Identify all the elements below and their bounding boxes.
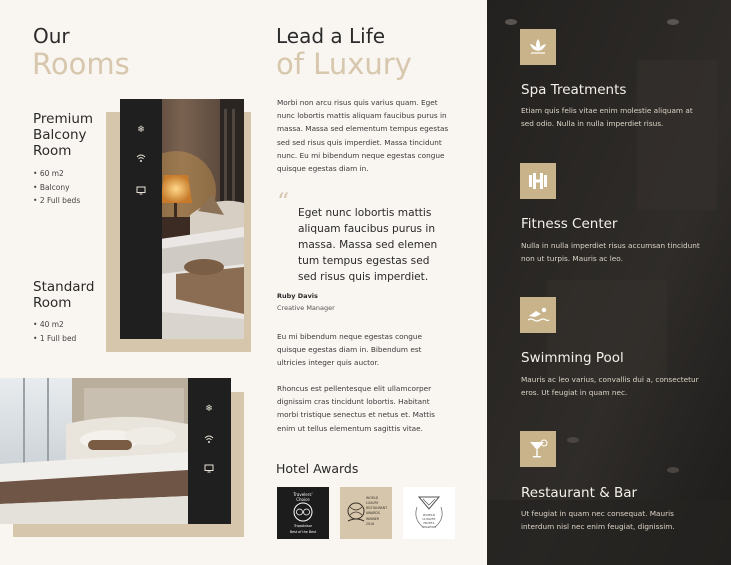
award-label-line: Best of the Best [289, 530, 317, 534]
snowflake-icon: ❄ [137, 125, 145, 135]
wifi-icon [188, 434, 230, 448]
award-badge-icon [277, 487, 329, 539]
amenity-description: Nulla in nulla imperdiet risus accumsan tincidunt non ut turpis. Mauris ac leo. [521, 241, 700, 264]
amenity-description: Etiam quis felis vitae enim molestie aliquam at sed odio. Nulla in nulla imperdiet risus. [521, 106, 693, 129]
award-label-line: HOTEL [423, 521, 435, 525]
laurel-award-icon [403, 487, 455, 539]
rooms-column [0, 0, 258, 565]
luxury-heading-line1: Lead a Life [276, 24, 386, 48]
amenity-title: Fitness Center [521, 216, 618, 232]
cocktail-icon [520, 431, 556, 467]
swimmer-icon [520, 297, 556, 333]
feature-item: • Balcony [33, 181, 80, 195]
globe-award-icon [340, 487, 392, 539]
standard-room-features [33, 318, 76, 345]
amenity-title: Restaurant & Bar [521, 485, 638, 501]
body-paragraph: Eu mi bibendum neque egestas congue quisque egestas diam in. Bibendum est ultricies integer quis auctor. [277, 332, 422, 368]
amenity-description: Mauris ac leo varius, convallis dui a, consectetur eros. Ut feugiat in quam nec. [521, 375, 699, 398]
award-label-line: Travelers' [293, 492, 313, 497]
award-label-line: AWARDS [366, 511, 380, 515]
feature-item: • 60 m2 [33, 167, 80, 181]
amenity-title: Swimming Pool [521, 350, 624, 366]
rooms-heading-line2: Rooms [32, 47, 130, 81]
world-luxury-award [340, 487, 392, 539]
quote-author-role: Creative Manager [277, 304, 335, 312]
testimonial-quote: Eget nunc lobortis mattis aliquam faucibus purus in massa. Massa sed elemen tum tempus egestas sed sed risus quis imperdiet. [298, 207, 438, 283]
award-label-line: RESTAURANT [366, 506, 388, 510]
award-label-line: WORLD [366, 496, 379, 500]
quote-author-name: Ruby Davis [277, 292, 318, 300]
world-luxury-hotel-award [403, 487, 455, 539]
travelers-choice-award [277, 487, 329, 539]
premium-room-amenity-strip [120, 99, 162, 339]
tv-icon [120, 185, 162, 199]
snowflake-icon: ❄ [205, 404, 213, 414]
fitness-icon-tile [520, 163, 556, 199]
amenity-description: Ut feugiat in quam nec consequat. Mauris interdum nisl nec enim feugiat, dignissim. [521, 509, 675, 532]
award-label-line: AWARDS [422, 525, 436, 529]
pool-icon-tile [520, 297, 556, 333]
lotus-icon [520, 29, 556, 65]
quote-mark-icon: “ [277, 188, 290, 216]
dumbbell-icon [520, 163, 556, 199]
luxury-heading-line2: of Luxury [276, 47, 412, 81]
standard-room-amenity-strip [188, 378, 231, 524]
amenity-title: Spa Treatments [521, 82, 627, 98]
award-label-line: Choice [296, 497, 310, 502]
feature-item: • 40 m2 [33, 318, 76, 332]
feature-item: • 1 Full bed [33, 332, 76, 346]
restaurant-icon-tile [520, 431, 556, 467]
spa-icon-tile [520, 29, 556, 65]
premium-room-title: Premium Balcony Room [33, 111, 94, 159]
award-label-line: LUXURY [366, 501, 379, 505]
wifi-icon [120, 153, 162, 167]
award-label-line: WINNER [366, 517, 380, 521]
rooms-heading-line1: Our [33, 24, 70, 48]
intro-paragraph: Morbi non arcu risus quis varius quam. Eget nunc lobortis mattis aliquam faucibus purus in massa. Massa sed elementum tempus egestas sed sed risus quis imperdiet. Massa tincidunt nunc. Eu mi bibendum neque egestas congue quisque egestas diam in. [277, 98, 449, 174]
award-label-line: LUXURY [422, 517, 436, 521]
award-label-line: 2016 [366, 522, 375, 526]
body-paragraph: Rhoncus est pellentesque elit ullamcorper dignissim cras tincidunt lobortis. Habitant morbi tristique senectus et netus et. Mattis enim ut tellus elementum sagittis vitae. [277, 384, 435, 433]
tv-icon [188, 463, 230, 477]
feature-item: • 2 Full beds [33, 194, 80, 208]
awards-title: Hotel Awards [276, 461, 359, 476]
award-label-line: Tripadvisor [294, 524, 312, 528]
award-label-line: WORLD [422, 513, 436, 517]
premium-room-features [33, 167, 80, 208]
standard-room-title: Standard Room [33, 279, 95, 311]
